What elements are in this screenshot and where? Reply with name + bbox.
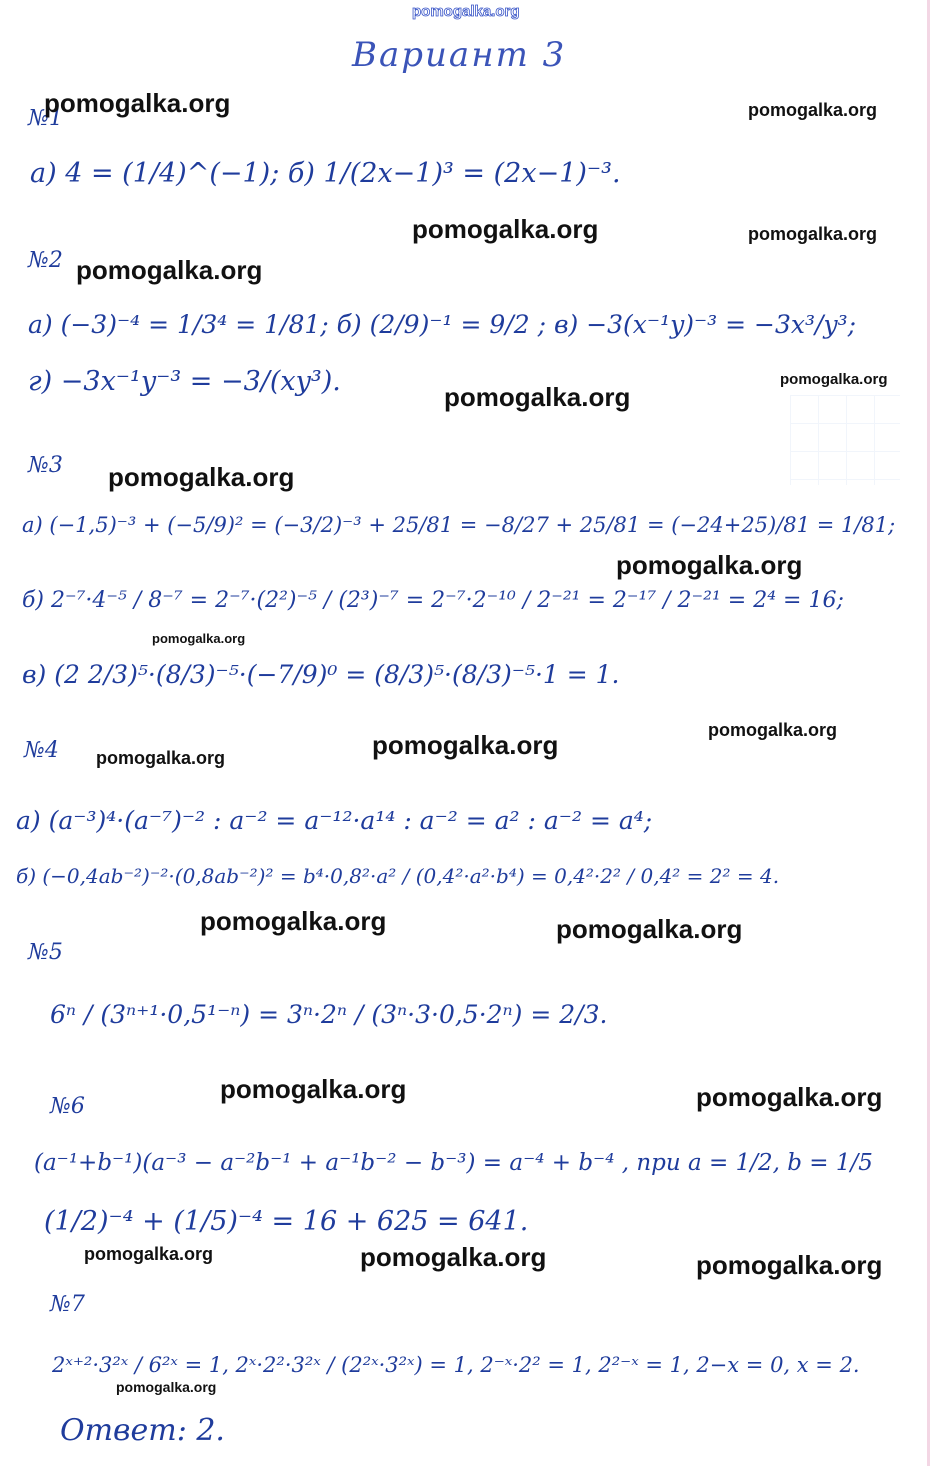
task-3-label: №3 [28,453,63,478]
watermark: pomogalka.org [84,1244,214,1264]
task-2-label: №2 [28,248,63,273]
answer: Ответ: 2. [60,1413,225,1448]
task-1-label: №1 [28,106,63,131]
task-5-label: №5 [28,940,63,965]
task-4-label: №4 [24,738,59,763]
top-watermark: pomogalka.org [412,3,520,20]
task-7-line-1: 2ˣ⁺²·3²ˣ / 6²ˣ = 1, 2ˣ·2²·3²ˣ / (2²ˣ·3²ˣ) = 1, 2⁻ˣ·2² = 1, 2²⁻ˣ = 1, 2−x = 0, x = 2. [52,1353,860,1377]
watermark: pomogalka.org [708,720,838,740]
task-3-line-3: в) (2 2/3)⁵·(8/3)⁻⁵·(−7/9)⁰ = (8/3)⁵·(8/3)⁻⁵·1 = 1. [22,660,620,689]
task-1-line-1: а) 4 = (1/4)^(−1); б) 1/(2x−1)³ = (2x−1)⁻³. [30,158,621,189]
task-7-label: №7 [50,1292,85,1317]
variant-title: Вариант 3 [352,35,567,75]
watermark: pomogalka.org [616,550,803,580]
watermark: pomogalka.org [556,914,743,944]
task-6-line-1: (a⁻¹+b⁻¹)(a⁻³ − a⁻²b⁻¹ + a⁻¹b⁻² − b⁻³) = a⁻⁴ + b⁻⁴ , при a = 1/2, b = 1/5 [34,1150,873,1176]
page-edge [927,0,930,1466]
watermark: pomogalka.org [44,88,231,118]
watermark: pomogalka.org [748,100,878,120]
task-2-line-1: а) (−3)⁻⁴ = 1/3⁴ = 1/81; б) (2/9)⁻¹ = 9/2 ; в) −3(x⁻¹y)⁻³ = −3x³/y³; [28,310,857,339]
watermark: pomogalka.org [108,462,295,492]
task-2-line-2: г) −3x⁻¹y⁻³ = −3/(xy³). [28,366,341,397]
watermark: pomogalka.org [200,906,387,936]
watermark: pomogalka.org [220,1074,407,1104]
task-6-label: №6 [50,1094,85,1119]
watermark: pomogalka.org [360,1242,547,1272]
watermark: pomogalka.org [76,255,263,285]
task-4-line-1: а) (a⁻³)⁴·(a⁻⁷)⁻² : a⁻² = a⁻¹²·a¹⁴ : a⁻² = a² : a⁻² = a⁴; [16,806,653,835]
task-6-line-2: (1/2)⁻⁴ + (1/5)⁻⁴ = 16 + 625 = 641. [44,1206,529,1237]
task-3-line-2: б) 2⁻⁷·4⁻⁵ / 8⁻⁷ = 2⁻⁷·(2²)⁻⁵ / (2³)⁻⁷ = 2⁻⁷·2⁻¹⁰ / 2⁻²¹ = 2⁻¹⁷ / 2⁻²¹ = 2⁴ = 16; [22,588,844,613]
watermark: pomogalka.org [116,1379,217,1395]
watermark: pomogalka.org [96,748,226,768]
watermark: pomogalka.org [696,1250,883,1280]
watermark: pomogalka.org [748,224,878,244]
watermark: pomogalka.org [696,1082,883,1112]
watermark: pomogalka.org [444,382,631,412]
task-4-line-2: б) (−0,4ab⁻²)⁻²·(0,8ab⁻²)² = b⁴·0,8²·a² / (0,4²·a²·b⁴) = 0,4²·2² / 0,4² = 2² = 4. [16,864,780,888]
task-3-line-1: а) (−1,5)⁻³ + (−5/9)² = (−3/2)⁻³ + 25/81 = −8/27 + 25/81 = (−24+25)/81 = 1/81; [22,513,896,537]
task-5-line-1: 6ⁿ / (3ⁿ⁺¹·0,5¹⁻ⁿ) = 3ⁿ·2ⁿ / (3ⁿ·3·0,5·2ⁿ) = 2/3. [50,1000,608,1029]
watermark: pomogalka.org [780,371,888,388]
faded-grid-lines [790,395,900,485]
watermark: pomogalka.org [152,631,246,646]
watermark: pomogalka.org [372,730,559,760]
watermark: pomogalka.org [412,214,599,244]
